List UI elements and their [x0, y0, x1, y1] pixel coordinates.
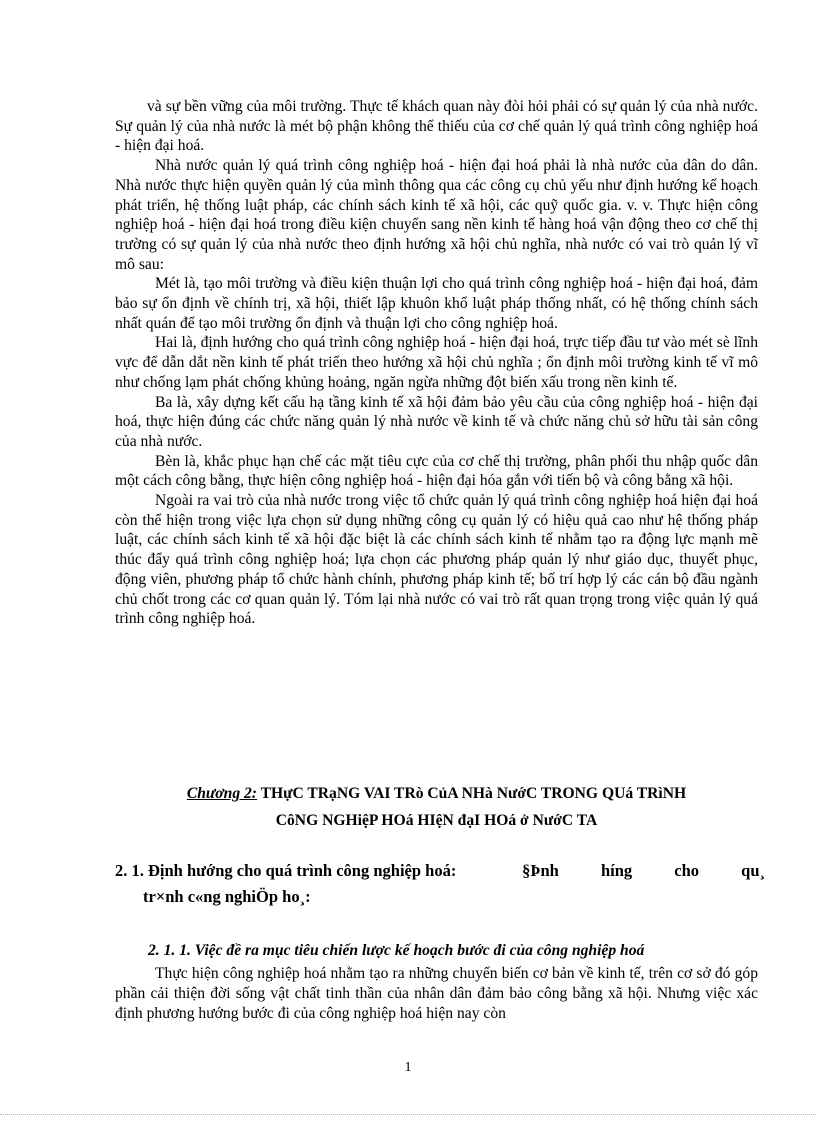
garbled-word-1: §Þnh — [522, 861, 559, 880]
chapter-heading — [115, 780, 758, 834]
subsection-heading: 2. 1. 1. Việc đề ra mục tiêu chiến lược kế hoạch bước đi của công nghiệp hoá — [148, 942, 645, 959]
page-bottom-border — [0, 1114, 816, 1115]
paragraph-role-one: Mét là, tạo môi trường và điều kiện thuận lợi cho quá trình công nghiệp hoá - hiện đại hoá, đảm bảo sự ổn định về chính trị, xã hội, thiết lập khuôn khổ luật pháp thống nhất, có hệ thống chính sách nhất quán để tạo môi trường ổn định và thuận lợi cho công nghiệp hoá. — [115, 275, 758, 332]
body-text — [115, 97, 758, 629]
section-heading — [115, 858, 765, 910]
section-garbled-line-2: tr×nh c«ng nghiÖp ho¸: — [143, 887, 311, 906]
chapter-label: Chương 2: — [186, 785, 258, 802]
garbled-word-3: cho — [674, 861, 700, 880]
paragraph-role-two: Hai là, định hướng cho quá trình công nghiệp hoá - hiện đại hoá, trực tiếp đầu tư vào mét sè lĩnh vực để dẫn dắt nền kinh tế phát triển theo hướng xã hội chủ nghĩa ; ổn định môi trường kinh tế vĩ mô như chống lạm phát chống khủng hoảng, ngăn ngừa những đột biến xấu trong nền kinh tế. — [115, 334, 758, 391]
garbled-word-2: híng — [600, 861, 633, 880]
chapter-title-line-2: CôNG NGHiệP HOá HIệN đạI HOá ở NướC TA — [275, 812, 598, 829]
paragraph-additional-role: Ngoài ra vai trò của nhà nước trong việc tổ chức quản lý quá trình công nghiệp hoá hiện đại hoá còn thể hiện trong việc lựa chọn sử dụng những công cụ quản lý có hiệu quả cao như hệ thống pháp luật, các chính sách kinh tế xã hội đặc biệt là các chính sách kinh tế nhằm tạo ra động lực mạnh mẽ thúc đẩy quá trình công nghiệp hoá; lựa chọn các phương pháp quản lý như giáo dục, thuyết phục, động viên, phương pháp tổ chức hành chính, phương pháp kinh tế; bố trí hợp lý các cán bộ đầu ngành chủ chốt trong các cơ quan quản lý. Tóm lại nhà nước có vai trò rất quan trọng trong việc quản lý quá trình công nghiệp hoá. — [115, 492, 758, 628]
paragraph-role-three: Ba là, xây dựng kết cấu hạ tầng kinh tế xã hội đảm bảo yêu cầu của công nghiệp hoá - hiện đại hoá, thực hiện đúng các chức năng quản lý nhà nước về kinh tế và chức năng chủ sở hữu tài sản công của nhà nước. — [115, 393, 758, 450]
section-garbled-text — [484, 858, 765, 884]
paragraph-continuation: và sự bền vững của môi trường. Thực tế khách quan này đòi hỏi phải có sự quản lý của nhà nước. Sự quản lý của nhà nước là mét bộ phận không thể thiếu của cơ chế quản lý quá trình công nghiệp hoá - hiện đại hoá. — [115, 98, 758, 155]
chapter-line-1 — [115, 780, 758, 807]
section-heading-row-1 — [115, 858, 765, 884]
body-text-closing — [115, 964, 758, 1024]
page-number: 1 — [404, 1060, 412, 1075]
paragraph-state-management: Nhà nước quản lý quá trình công nghiệp hoá - hiện đại hoá phải là nhà nước của dân do dân. Nhà nước thực hiện quyền quản lý của mình thông qua các công cụ chủ yếu như định hướng kế hoạch phát triển, hệ thống luật pháp, các chính sách kinh tế xã hội, các quỹ quốc gia. v. v. Thực hiện công nghiệp hoá - hiện đại hoá trong điều kiện chuyển sang nền kinh tế hàng hoá vận động theo cơ chế thị trường có sự quản lý của nhà nước theo định hướng xã hội chủ nghĩa, nhà nước có vai trò quản lý vĩ mô sau: — [115, 157, 758, 273]
chapter-title-line-1: THựC TRạNG VAI TRò CủA NHà NướC TRONG QUá TRìNH — [257, 785, 687, 802]
garbled-word-4: qu¸ — [741, 861, 765, 880]
paragraph-role-four: Bèn là, khắc phục hạn chế các mặt tiêu cực của cơ chế thị trường, phân phối thu nhập quốc dân một cách công bằng, thực hiện công nghiệp hoá - hiện đại hóa gắn với tiến bộ và công bằng xã hội. — [115, 452, 758, 490]
paragraph-closing: Thực hiện công nghiệp hoá nhằm tạo ra những chuyển biến cơ bản về kinh tế, trên cơ sở đó góp phần cải thiện đời sống vật chất tinh thần của nhân dân đảm bảo công bằng xã hội. Nhưng việc xác định phương hướng bước đi của công nghiệp hoá hiện nay còn — [115, 965, 758, 1022]
section-title: 2. 1. Định hướng cho quá trình công nghiệp hoá: — [115, 861, 457, 880]
